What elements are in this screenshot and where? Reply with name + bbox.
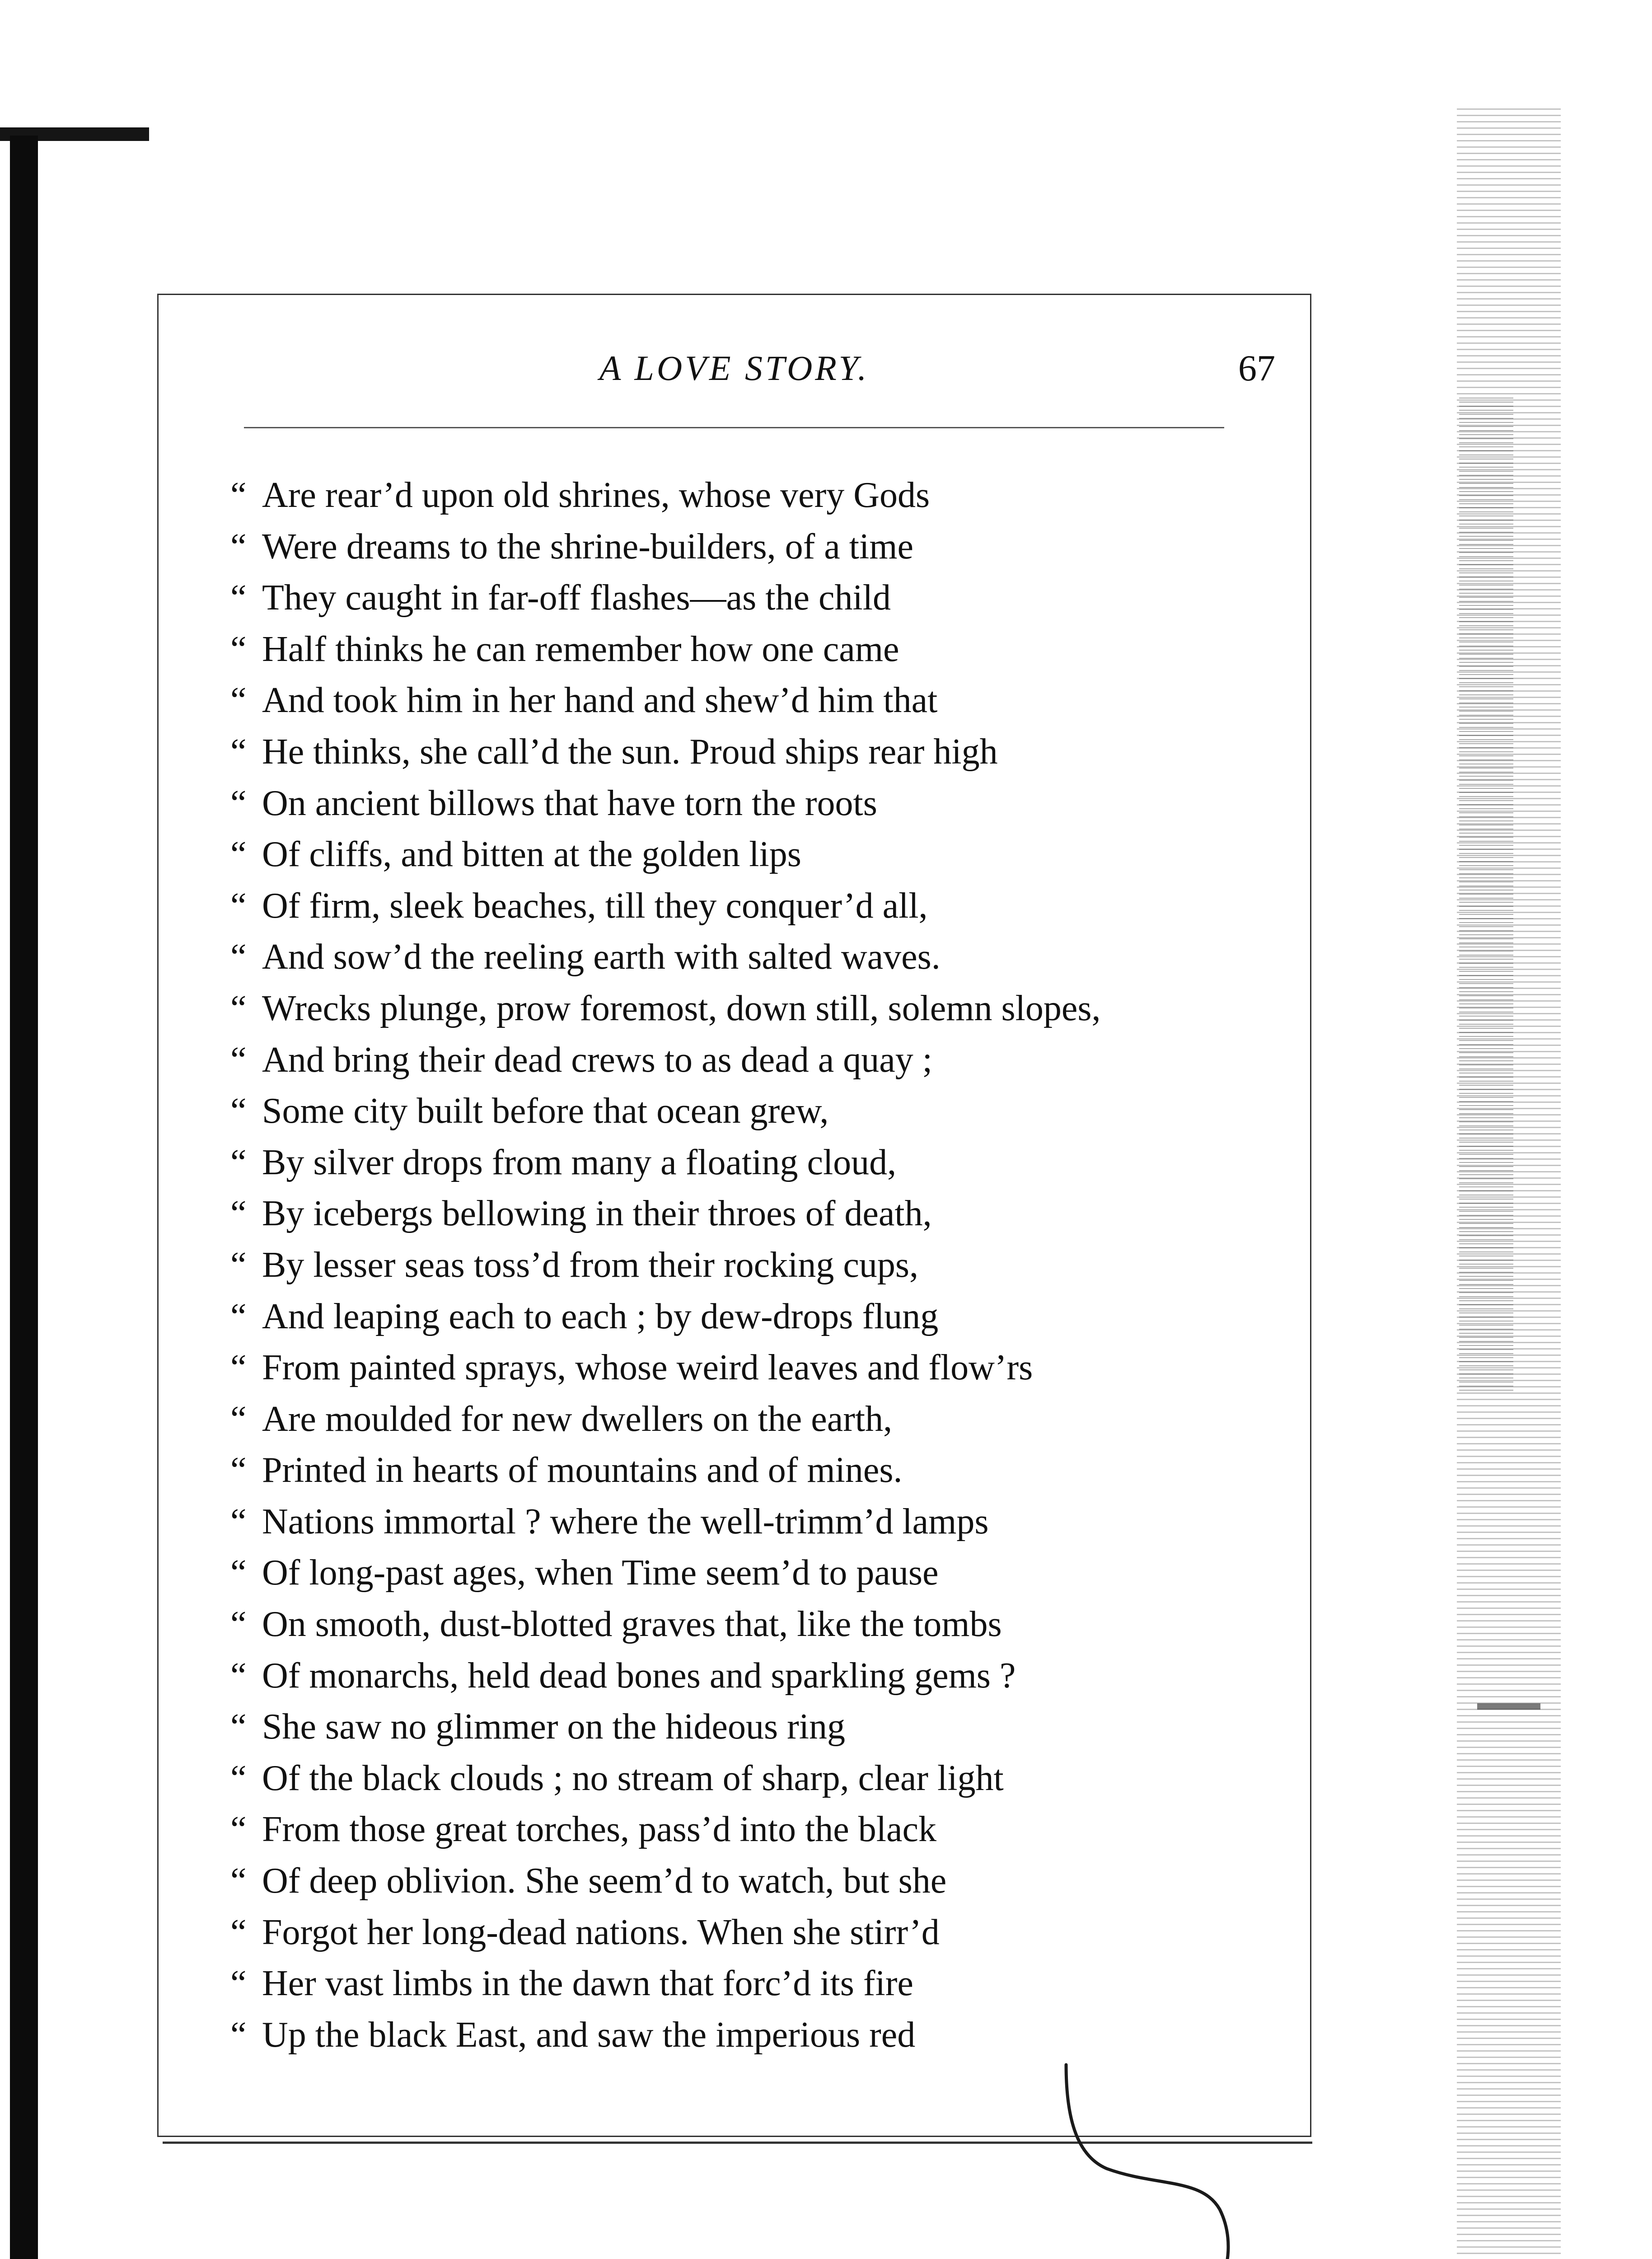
opening-quote: “: [230, 1912, 247, 1952]
poem-line: [230, 1753, 1287, 1804]
scan-binding-shadow: [10, 136, 38, 2259]
poem-line-text: From painted sprays, whose weird leaves and flow’rs: [262, 1348, 1033, 1388]
poem-line: [230, 726, 1287, 778]
poem-line: [230, 1496, 1287, 1548]
poem-line-text: On smooth, dust-blotted graves that, like the tombs: [262, 1604, 1002, 1645]
opening-quote: “: [230, 1450, 247, 1490]
poem-line: [230, 675, 1287, 726]
opening-quote: “: [230, 834, 247, 875]
opening-quote: “: [230, 680, 247, 721]
poem-line: [230, 1188, 1287, 1240]
poem-line-text: He thinks, she call’d the sun. Proud ships rear high: [262, 731, 998, 772]
opening-quote: “: [230, 1707, 247, 1747]
opening-quote: “: [230, 1553, 247, 1593]
poem-line-text: Are rear’d upon old shrines, whose very Gods: [262, 475, 930, 515]
poem-line: [230, 829, 1287, 881]
poem-line-text: Of cliffs, and bitten at the golden lips: [262, 834, 801, 875]
poem-line: [230, 1599, 1287, 1650]
poem-line-text: Wrecks plunge, prow foremost, down still, solemn slopes,: [262, 988, 1101, 1028]
opening-quote: “: [230, 783, 247, 823]
poem-line: [230, 778, 1287, 830]
poem-line-text: Of long-past ages, when Time seem’d to pause: [262, 1553, 939, 1593]
poem-line: [230, 1394, 1287, 1445]
opening-quote: “: [230, 1861, 247, 1901]
poem-line-text: And sow’d the reeling earth with salted waves.: [262, 937, 941, 977]
poem-line-text: And leaping each to each ; by dew-drops flung: [262, 1296, 939, 1336]
poem-line-text: On ancient billows that have torn the roots: [262, 783, 877, 823]
poem-line-text: She saw no glimmer on the hideous ring: [262, 1707, 845, 1747]
poem-line-text: Were dreams to the shrine-builders, of a time: [262, 526, 913, 567]
poem-line-text: And took him in her hand and shew’d him that: [262, 680, 938, 721]
opening-quote: “: [230, 1296, 247, 1336]
opening-quote: “: [230, 1399, 247, 1439]
poem-line: [230, 1445, 1287, 1496]
opening-quote: “: [230, 731, 247, 772]
opening-quote: “: [230, 629, 247, 669]
poem-line: [230, 1342, 1287, 1394]
poem-line: [230, 1291, 1287, 1343]
poem-line-text: Half thinks he can remember how one came: [262, 629, 899, 669]
opening-quote: “: [230, 1348, 247, 1388]
running-head: [157, 343, 1311, 398]
poem-line: [230, 1958, 1287, 2010]
poem-line-text: Of firm, sleek beaches, till they conquer’d all,: [262, 886, 928, 926]
poem-line: [230, 1907, 1287, 1959]
page-number: 67: [1238, 347, 1275, 389]
poem-line-text: Some city built before that ocean grew,: [262, 1091, 829, 1131]
opening-quote: “: [230, 1040, 247, 1080]
poem-line: [230, 1701, 1287, 1753]
opening-quote: “: [230, 886, 247, 926]
opening-quote: “: [230, 578, 247, 618]
opening-quote: “: [230, 937, 247, 977]
opening-quote: “: [230, 1501, 247, 1542]
opening-quote: “: [230, 475, 247, 515]
opening-quote: “: [230, 1758, 247, 1798]
opening-quote: “: [230, 988, 247, 1028]
poem-line: [230, 1086, 1287, 1137]
poem-line: [230, 1240, 1287, 1291]
opening-quote: “: [230, 1091, 247, 1131]
poem-line: [230, 1650, 1287, 1702]
poem-line: [230, 1137, 1287, 1189]
poem-line-text: Of deep oblivion. She seem’d to watch, but she: [262, 1861, 947, 1901]
poem-line: [230, 932, 1287, 983]
poem-line-text: Are moulded for new dwellers on the earth,: [262, 1399, 893, 1439]
poem-line-text: Printed in hearts of mountains and of mines.: [262, 1450, 903, 1490]
poem-line: [230, 624, 1287, 675]
poem-line: [230, 1035, 1287, 1086]
poem-line-text: From those great torches, pass’d into the black: [262, 1809, 936, 1850]
opening-quote: “: [230, 1604, 247, 1645]
poem-line: [230, 1804, 1287, 1856]
scan-page-edges-shadow: [1459, 398, 1513, 1392]
poem-line-text: Her vast limbs in the dawn that forc’d its fire: [262, 1964, 913, 2004]
opening-quote: “: [230, 2015, 247, 2055]
poem-line-text: They caught in far-off flashes—as the child: [262, 578, 891, 618]
poem-line: [230, 2010, 1287, 2061]
poem-line: [230, 1547, 1287, 1599]
poem-line: [230, 470, 1287, 521]
poem-text: [230, 470, 1287, 2061]
poem-line-text: And bring their dead crews to as dead a quay ;: [262, 1040, 932, 1080]
stray-mark: [1477, 1703, 1540, 1710]
poem-line: [230, 521, 1287, 573]
running-title: A LOVE STORY.: [599, 348, 870, 388]
poem-line: [230, 881, 1287, 932]
poem-line-text: By silver drops from many a floating cloud,: [262, 1142, 897, 1182]
header-rule: [244, 427, 1224, 428]
poem-line: [230, 983, 1287, 1035]
poem-line-text: Nations immortal ? where the well-trimm’d lamps: [262, 1501, 989, 1542]
opening-quote: “: [230, 1964, 247, 2004]
ink-stroke: [1066, 2065, 1228, 2259]
poem-line: [230, 1856, 1287, 1907]
poem-line-text: Forgot her long-dead nations. When she stirr’d: [262, 1912, 940, 1952]
opening-quote: “: [230, 1245, 247, 1285]
opening-quote: “: [230, 526, 247, 567]
poem-line-text: By icebergs bellowing in their throes of death,: [262, 1194, 932, 1234]
poem-line: [230, 572, 1287, 624]
opening-quote: “: [230, 1194, 247, 1234]
poem-line-text: By lesser seas toss’d from their rocking cups,: [262, 1245, 919, 1285]
poem-line-text: Of the black clouds ; no stream of sharp, clear light: [262, 1758, 1004, 1798]
opening-quote: “: [230, 1142, 247, 1182]
opening-quote: “: [230, 1655, 247, 1696]
opening-quote: “: [230, 1809, 247, 1850]
poem-line-text: Of monarchs, held dead bones and sparkling gems ?: [262, 1655, 1016, 1696]
ink-scribble-mark: [1039, 2060, 1265, 2259]
poem-line-text: Up the black East, and saw the imperious red: [262, 2015, 916, 2055]
